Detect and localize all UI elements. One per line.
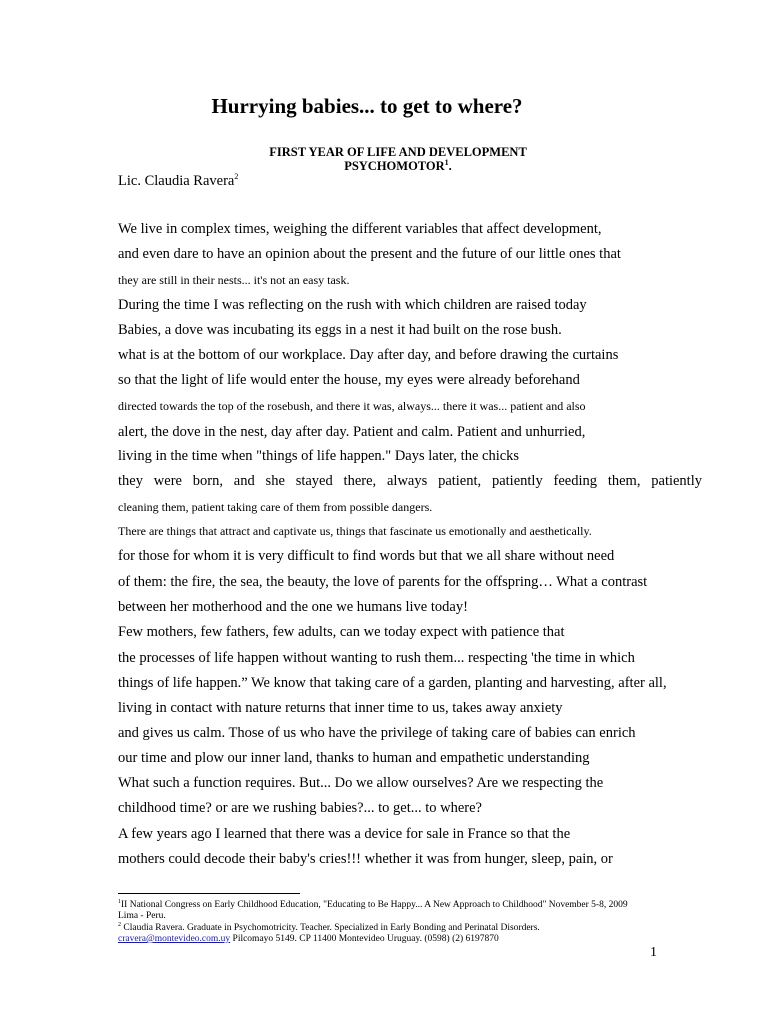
body-line: There are things that attract and captivate us, things that fascinate us emotionally and aesthetically. (118, 524, 592, 538)
body-line: things of life happen.” We know that taking care of a garden, planting and harvesting, after all, (118, 675, 667, 691)
author-name (118, 173, 238, 190)
footnote-2-contact (118, 934, 499, 945)
body-line: childhood time? or are we rushing babies?... to get... to where? (118, 800, 482, 816)
body-line: cleaning them, patient taking care of them from possible dangers. (118, 500, 433, 514)
body-line: they are still in their nests... it's not an easy task. (118, 273, 350, 287)
footnote-2-text: Claudia Ravera. Graduate in Psychomotricity. Teacher. Specialized in Early Bonding and Perinatal Disorders. (121, 923, 540, 933)
subtitle-line-2-end: . (448, 159, 452, 173)
footnote-2-mark: 2 (118, 921, 121, 928)
document-subtitle (0, 145, 768, 173)
body-line: Babies, a dove was incubating its eggs in a nest it had built on the rose bush. (118, 322, 562, 338)
body-line: directed towards the top of the rosebush, and there it was, always... there it was... patient and also (118, 399, 586, 413)
footnote-1-text: II National Congress on Early Childhood Education, "Educating to Be Happy... A New Approach to Childhood" November 5-8, 2009 (121, 900, 628, 910)
footnote-1-mark: 1 (118, 898, 121, 905)
footnote-2-address: Pilcomayo 5149. CP 11400 Montevideo Uruguay. (0598) (2) 6197870 (230, 934, 499, 944)
body-line: they were born, and she stayed there, always patient, patiently feeding them, patiently (118, 473, 702, 489)
body-line: living in contact with nature returns that inner time to us, takes away anxiety (118, 700, 563, 716)
body-line: so that the light of life would enter the house, my eyes were already beforehand (118, 372, 580, 388)
footnote-1 (118, 900, 628, 911)
body-line: the processes of life happen without wanting to rush them... respecting 'the time in which (118, 650, 635, 666)
body-line: between her motherhood and the one we humans live today! (118, 599, 468, 615)
footnote-separator (118, 893, 300, 894)
body-line: During the time I was reflecting on the rush with which children are raised today (118, 297, 587, 313)
body-line: Few mothers, few fathers, few adults, can we today expect with patience that (118, 624, 565, 640)
page-number: 1 (650, 945, 657, 960)
subtitle-line-2-text: PSYCHOMOTOR (344, 159, 445, 173)
footnote-ref-2: 2 (234, 172, 239, 182)
footnote-1-continued: Lima - Peru. (118, 911, 166, 921)
body-line: We live in complex times, weighing the different variables that affect development, (118, 221, 602, 237)
body-line: our time and plow our inner land, thanks to human and empathetic understanding (118, 750, 590, 766)
body-line: A few years ago I learned that there was a device for sale in France so that the (118, 826, 571, 842)
body-line: of them: the fire, the sea, the beauty, the love of parents for the offspring… What a contrast (118, 574, 648, 590)
footnote-ref-1: 1 (444, 157, 449, 167)
body-line: What such a function requires. But... Do we allow ourselves? Are we respecting the (118, 775, 604, 791)
email-link[interactable]: cravera@montevideo.com.uy (118, 934, 231, 944)
subtitle-line-2 (0, 159, 768, 173)
body-line: living in the time when "things of life happen." Days later, the chicks (118, 448, 520, 464)
author-text: Lic. Claudia Ravera (118, 173, 235, 189)
body-line: what is at the bottom of our workplace. Day after day, and before drawing the curtains (118, 347, 619, 363)
document-title: Hurrying babies... to get to where? (211, 94, 523, 118)
body-line: mothers could decode their baby's cries!!! whether it was from hunger, sleep, pain, or (118, 851, 613, 867)
body-line: for those for whom it is very difficult to find words but that we all share without need (118, 548, 615, 564)
subtitle-line-1: FIRST YEAR OF LIFE AND DEVELOPMENT (269, 145, 527, 159)
body-line: and gives us calm. Those of us who have the privilege of taking care of babies can enrich (118, 725, 636, 741)
body-line: alert, the dove in the nest, day after day. Patient and calm. Patient and unhurried, (118, 424, 586, 440)
footnote-2 (118, 923, 540, 934)
body-line: and even dare to have an opinion about the present and the future of our little ones that (118, 246, 621, 262)
